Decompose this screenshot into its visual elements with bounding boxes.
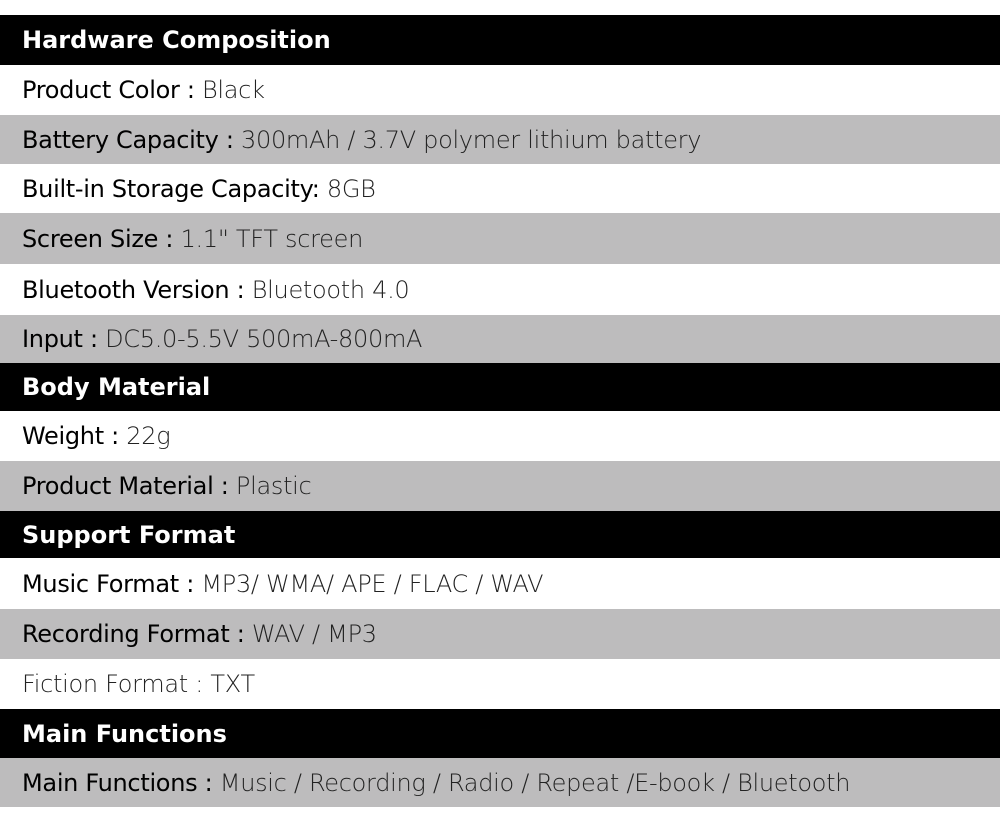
spec-label: Product Material : <box>22 472 229 500</box>
spec-value: Plastic <box>235 472 312 500</box>
spec-value: MP3/ WMA/ APE / FLAC / WAV <box>201 569 544 598</box>
spec-row-storage-capacity <box>0 164 1000 213</box>
spec-label: Screen Size : <box>22 224 174 253</box>
section-header-main-functions <box>0 709 1000 758</box>
spec-label: Built-in Storage Capacity: <box>22 174 320 203</box>
spec-row-bluetooth-version <box>0 264 1000 315</box>
spec-row-recording-format <box>0 609 1000 659</box>
spec-label: Recording Format : <box>22 620 245 648</box>
section-title: Main Functions <box>22 719 227 748</box>
spec-row-product-color <box>0 65 1000 115</box>
spec-value: Black <box>201 76 265 104</box>
spec-value: 300mAh / 3.7V polymer lithium battery <box>241 125 702 154</box>
spec-sheet <box>0 15 1000 807</box>
section-header-body-material <box>0 363 1000 411</box>
section-title: Support Format <box>22 520 236 549</box>
spec-row-weight <box>0 411 1000 461</box>
spec-value: Music / Recording / Radio / Repeat /E-book / Bluetooth <box>219 768 851 797</box>
spec-row-input <box>0 315 1000 363</box>
spec-row-product-material <box>0 461 1000 511</box>
spec-row-screen-size <box>0 213 1000 264</box>
spec-label: Product Color : <box>22 76 195 104</box>
spec-value: Bluetooth 4.0 <box>251 275 410 304</box>
spec-label: Battery Capacity : <box>22 125 234 154</box>
spec-value: 22g <box>126 422 171 450</box>
spec-row-battery-capacity <box>0 115 1000 164</box>
spec-row-main-functions <box>0 758 1000 807</box>
spec-value: 1.1" TFT screen <box>180 224 364 253</box>
spec-label: Music Format : <box>22 569 195 598</box>
spec-label: Weight : <box>22 422 119 450</box>
section-header-support-format <box>0 511 1000 558</box>
spec-value: WAV / MP3 <box>251 620 377 648</box>
spec-label: Main Functions : <box>22 768 213 797</box>
section-title: Body Material <box>22 373 211 401</box>
spec-label: Fiction Format : <box>22 670 204 698</box>
spec-label: Bluetooth Version : <box>22 275 245 304</box>
spec-value: TXT <box>210 670 255 698</box>
spec-row-music-format <box>0 558 1000 609</box>
spec-row-fiction-format <box>0 659 1000 709</box>
spec-label: Input : <box>22 325 98 353</box>
section-title: Hardware Composition <box>22 26 331 54</box>
section-header-hardware-composition <box>0 15 1000 65</box>
spec-value: DC5.0-5.5V 500mA-800mA <box>105 325 423 353</box>
spec-value: 8GB <box>326 174 376 203</box>
